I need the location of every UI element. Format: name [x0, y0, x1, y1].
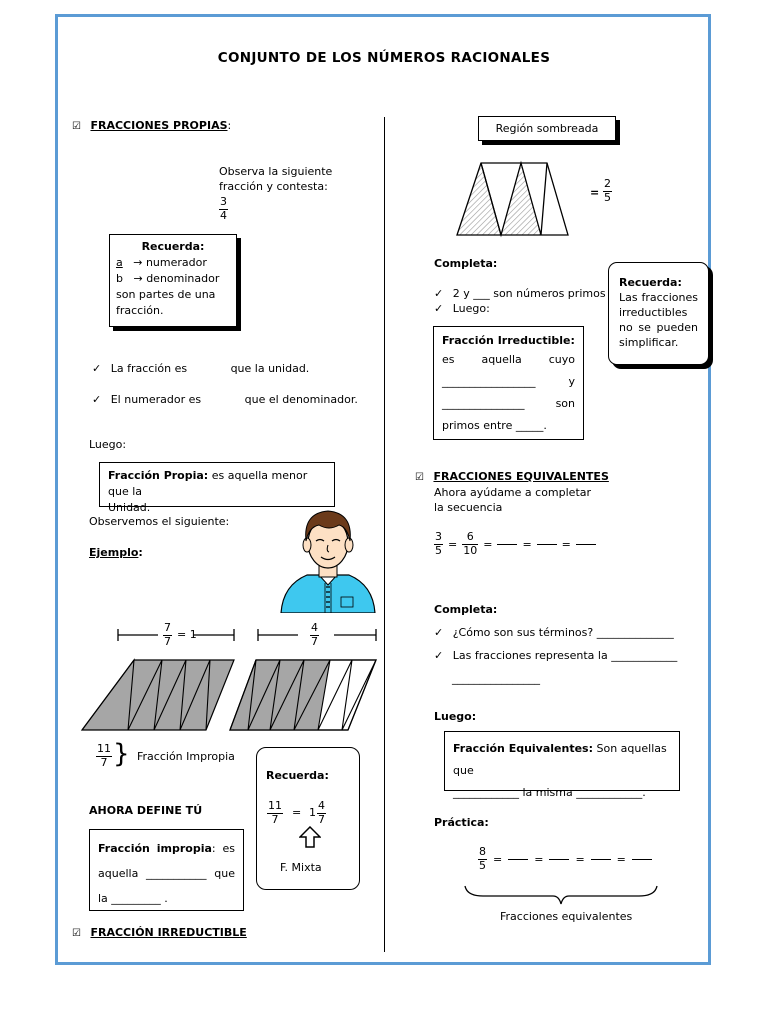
- equivalentes-definition-box: Fracción Equivalentes: Son aquellas que ____________ la misma ____________.: [444, 731, 680, 791]
- practica-label: Práctica:: [434, 816, 489, 829]
- propia-definition-box: Fracción Propia: es aquella menor que la Unidad.: [99, 462, 335, 507]
- check-icon: ✓: [92, 362, 102, 375]
- section-fracciones-equivalentes: ☑ FRACCIONES EQUIVALENTES: [415, 470, 609, 483]
- recuerda-title: Recuerda:: [141, 240, 205, 253]
- check-item-2: ✓ El numerador es que el denominador.: [92, 393, 358, 406]
- brace-icon: }: [113, 739, 130, 769]
- student-illustration: [279, 505, 377, 613]
- equivalence-sequence: $\frac{3}{5}$ = $\frac{6}{10}$ = = =: [434, 531, 596, 557]
- fraction-7-7: $\frac{7}{7}$: [164, 621, 171, 648]
- check-item-primos: ✓ 2 y ___ son números primos: [434, 287, 606, 300]
- recuerda-box-irreductible: Recuerda: Las fracciones irreductibles no se pueden simplificar.: [608, 262, 709, 365]
- fraction-11-7: $\frac{11}{7}$: [97, 742, 111, 769]
- equiv-intro: Ahora ayúdame a completar la secuencia: [434, 486, 592, 514]
- fraction-4-7: $\frac{4}{7}$: [311, 621, 318, 648]
- brace-bottom-icon: [463, 884, 659, 906]
- arrow-up-icon: [299, 826, 321, 848]
- equals-one-label: = 1: [177, 628, 197, 641]
- ahora-define-heading: AHORA DEFINE TÚ: [89, 804, 203, 817]
- define-impropia-box: Fracción impropia: es aquella ___________ que la _________ .: [89, 829, 244, 911]
- luego-label-right: Luego:: [434, 710, 477, 723]
- luego-label: Luego:: [89, 438, 127, 451]
- check-item-1: ✓ La fracción es que la unidad.: [92, 362, 310, 375]
- check-item-representa: ✓ Las fracciones representa la ____________: [434, 649, 678, 662]
- section-fraccion-irreductible: ☑ FRACCIÓN IRREDUCTIBLE: [72, 926, 247, 939]
- section-fracciones-propias: ☑ FRACCIONES PROPIAS:: [72, 119, 232, 132]
- page-title: CONJUNTO DE LOS NÚMEROS RACIONALES: [217, 50, 551, 66]
- checkbox-icon: ☑: [72, 121, 81, 132]
- ejemplo-label: Ejemplo:: [89, 546, 143, 559]
- impropia-label: Fracción Impropia: [137, 750, 235, 763]
- answer-blank: ________________: [452, 672, 540, 685]
- parallelogram-diagram: [80, 615, 380, 735]
- observa-text: Observa la siguiente fracción y contesta: $\frac{3}{4}$: [219, 165, 333, 222]
- equals-sign: =: [590, 186, 600, 199]
- fraction-3-4: $\frac{3}{4}$: [220, 195, 227, 222]
- practice-sequence: $\frac{8}{5}$ = = = =: [478, 846, 652, 872]
- completa-label-2: Completa:: [434, 603, 498, 616]
- check-icon: ✓: [434, 626, 444, 639]
- checkbox-icon: ☑: [72, 928, 81, 939]
- trapezoid-diagram: [455, 160, 571, 238]
- checkbox-icon: ☑: [415, 472, 424, 483]
- recuerda-box-1: Recuerda: a → numerador b → denominador son partes de una fracción.: [109, 234, 237, 327]
- recuerda-box-mixta: Recuerda: $\frac{11}{7}$ = 1 $\frac{4}{7}$ F. Mixta: [256, 747, 360, 890]
- section-heading: FRACCIONES PROPIAS: [90, 119, 228, 132]
- fraction-2-5: $\frac{2}{5}$: [604, 177, 611, 204]
- irreductible-definition-box: Fracción Irreductible: es aquella cuyo _________________ y _______________ son primos entre _____.: [433, 326, 584, 440]
- check-icon: ✓: [434, 302, 444, 315]
- check-icon: ✓: [434, 287, 444, 300]
- region-sombreada-label: Región sombreada: [478, 116, 616, 141]
- check-icon: ✓: [434, 649, 444, 662]
- observemos-text: Observemos el siguiente:: [89, 515, 230, 528]
- check-icon: ✓: [92, 393, 102, 406]
- column-divider: [384, 117, 385, 952]
- check-item-terminos: ✓ ¿Cómo son sus términos? ______________: [434, 626, 674, 639]
- equivalentes-caption: Fracciones equivalentes: [500, 910, 633, 923]
- check-item-luego: ✓ Luego:: [434, 302, 490, 315]
- completa-label-1: Completa:: [434, 257, 498, 270]
